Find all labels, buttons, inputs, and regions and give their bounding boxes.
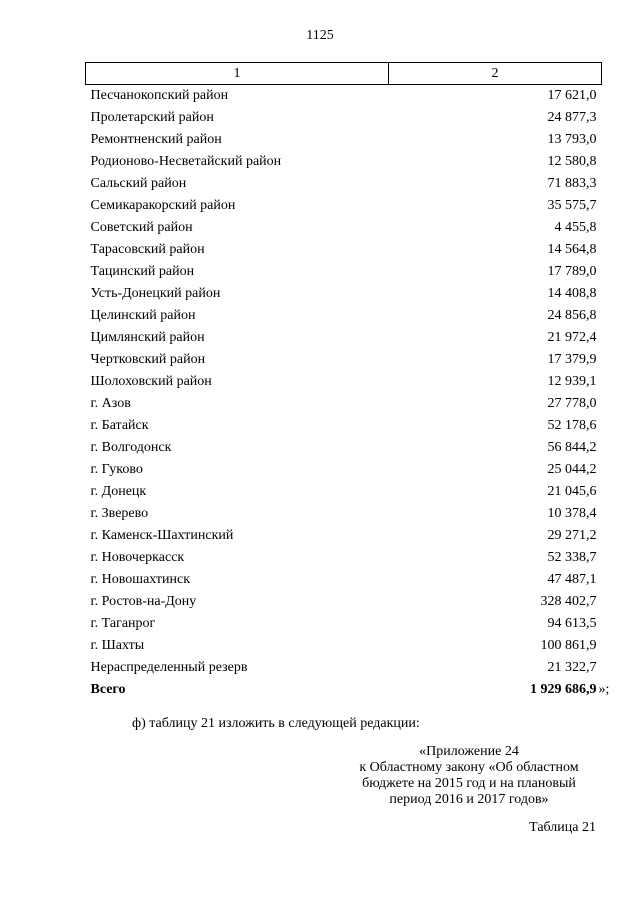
row-value: 21 322,7 <box>547 660 597 675</box>
row-value: 12 580,8 <box>547 154 597 169</box>
table-row <box>86 261 602 283</box>
row-value: 24 877,3 <box>547 110 597 125</box>
table-row <box>86 129 602 151</box>
appendix-line-1: «Приложение 24 <box>419 744 519 759</box>
table-row <box>86 173 602 195</box>
row-value: 17 789,0 <box>547 264 597 279</box>
row-name: г. Азов <box>90 396 131 411</box>
table-row <box>86 437 602 459</box>
budget-table <box>85 62 610 701</box>
row-value: 52 338,7 <box>547 550 597 565</box>
row-value: 14 408,8 <box>547 286 597 301</box>
table-row <box>86 85 602 108</box>
table-row <box>86 547 602 569</box>
row-value: 25 044,2 <box>547 462 597 477</box>
row-name: г. Ростов-на-Дону <box>90 594 197 609</box>
table-label: Таблица 21 <box>529 820 596 835</box>
row-value: 10 378,4 <box>547 506 597 521</box>
total-suffix: »; <box>598 682 610 697</box>
row-name: Целинский район <box>90 308 196 323</box>
row-name: г. Каменск-Шахтинский <box>90 528 234 543</box>
table-header-row <box>86 63 602 85</box>
row-name: Тацинский район <box>90 264 195 279</box>
table-row <box>86 217 602 239</box>
row-name: Чертковский район <box>90 352 206 367</box>
row-name: г. Новошахтинск <box>90 572 191 587</box>
column-header-2: 2 <box>389 63 602 85</box>
table-row <box>86 393 602 415</box>
table-row <box>86 305 602 327</box>
table-row <box>86 525 602 547</box>
row-name: Ремонтненский район <box>90 132 222 147</box>
table-row <box>86 239 602 261</box>
row-name: Сальский район <box>90 176 187 191</box>
table-row <box>86 503 602 525</box>
row-name: Песчанокопский район <box>90 88 229 103</box>
appendix-line-4: период 2016 и 2017 годов» <box>389 792 549 807</box>
row-value: 17 379,9 <box>547 352 597 367</box>
row-value: 24 856,8 <box>547 308 597 323</box>
instruction-text: ф) таблицу 21 изложить в следующей редакции: <box>132 716 420 731</box>
table-row <box>86 657 602 679</box>
row-name: г. Донецк <box>90 484 147 499</box>
row-name: г. Новочеркасск <box>90 550 185 565</box>
appendix-line-3: бюджете на 2015 год и на плановый <box>362 776 576 791</box>
row-name: Нераспределенный резерв <box>90 660 248 675</box>
table-row <box>86 151 602 173</box>
table-body <box>86 85 602 680</box>
table-row <box>86 569 602 591</box>
page-number: 1125 <box>306 28 334 43</box>
row-value: 71 883,3 <box>547 176 597 191</box>
table-row <box>86 327 602 349</box>
table-row <box>86 591 602 613</box>
row-name: Усть-Донецкий район <box>90 286 221 301</box>
table-row <box>86 415 602 437</box>
row-name: Шолоховский район <box>90 374 212 389</box>
row-value: 52 178,6 <box>547 418 597 433</box>
total-row <box>86 679 602 701</box>
row-value: 29 271,2 <box>547 528 597 543</box>
row-name: г. Шахты <box>90 638 145 653</box>
row-name: Цимлянский район <box>90 330 205 345</box>
table-row <box>86 613 602 635</box>
row-name: г. Таганрог <box>90 616 156 631</box>
row-value: 47 487,1 <box>547 572 597 587</box>
row-name: Тарасовский район <box>90 242 205 257</box>
row-name: г. Гуково <box>90 462 143 477</box>
table-row <box>86 459 602 481</box>
row-name: Семикаракорский район <box>90 198 236 213</box>
row-value: 35 575,7 <box>547 198 597 213</box>
row-name: г. Волгодонск <box>90 440 172 455</box>
row-value: 17 621,0 <box>547 88 597 103</box>
table-row <box>86 349 602 371</box>
row-name: Советский район <box>90 220 193 235</box>
total-value-cell <box>389 679 610 701</box>
row-value: 100 861,9 <box>540 638 597 653</box>
row-name: Пролетарский район <box>90 110 214 125</box>
column-header-1: 1 <box>86 63 389 85</box>
table-row <box>86 481 602 503</box>
table-row <box>86 371 602 393</box>
appendix-header <box>328 744 610 808</box>
row-value: 27 778,0 <box>547 396 597 411</box>
row-name: г. Батайск <box>90 418 149 433</box>
total-label: Всего <box>90 682 126 697</box>
row-value: 21 972,4 <box>547 330 597 345</box>
row-name: г. Зверево <box>90 506 149 521</box>
row-value: 21 045,6 <box>547 484 597 499</box>
table-row <box>86 635 602 657</box>
table-row <box>86 283 602 305</box>
table-row <box>86 107 602 129</box>
table-row <box>86 195 602 217</box>
row-value: 56 844,2 <box>547 440 597 455</box>
row-value: 14 564,8 <box>547 242 597 257</box>
appendix-line-2: к Областному закону «Об областном <box>359 760 579 775</box>
row-value: 12 939,1 <box>547 374 597 389</box>
row-value: 13 793,0 <box>547 132 597 147</box>
total-value: 1 929 686,9 <box>530 682 597 697</box>
row-value: 4 455,8 <box>554 220 597 235</box>
row-value: 94 613,5 <box>547 616 597 631</box>
row-name: Родионово-Несветайский район <box>90 154 282 169</box>
row-value: 328 402,7 <box>540 594 597 609</box>
